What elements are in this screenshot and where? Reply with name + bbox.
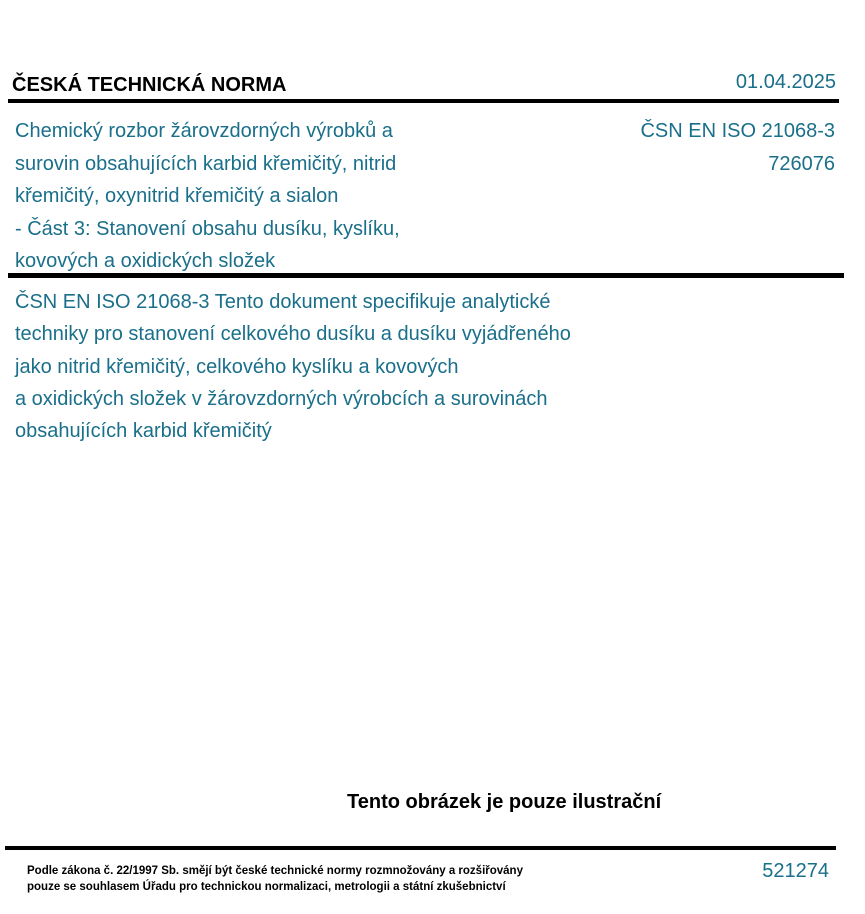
standard-designation: ČSN EN ISO 21068-3: [640, 120, 835, 142]
footer-divider: [5, 846, 836, 850]
title-divider: [8, 273, 844, 278]
title-line: Chemický rozbor žárovzdorných výrobků a: [15, 120, 393, 142]
illustration-notice: Tento obrázek je pouze ilustrační: [347, 791, 662, 813]
catalog-number: 521274: [762, 860, 829, 882]
abstract-line: obsahujících karbid křemičitý: [15, 420, 272, 443]
title-line: - Část 3: Stanovení obsahu dusíku, kyslíku,: [15, 217, 400, 240]
abstract-line: a oxidických složek v žárovzdorných výrobcích a surovinách: [15, 387, 548, 410]
abstract-line: techniky pro stanovení celkového dusíku a dusíku vyjádřeného: [15, 323, 571, 346]
abstract-line: jako nitrid křemičitý, celkového kyslíku a kovových: [15, 355, 459, 378]
classification-code: 726076: [768, 152, 835, 175]
standard-codes: [640, 115, 835, 180]
publication-date: 01.04.2025: [735, 71, 836, 93]
standard-title: [15, 115, 455, 278]
abstract: [15, 286, 655, 447]
legal-notice: [27, 863, 523, 895]
title-line: kovových a oxidických složek: [15, 250, 276, 272]
title-line: surovin obsahujících karbid křemičitý, nitrid: [15, 152, 397, 175]
legal-line: Podle zákona č. 22/1997 Sb. smějí být české technické normy rozmnožovány a rozšiřovány: [27, 865, 523, 877]
abstract-line: ČSN EN ISO 21068-3 Tento dokument specifikuje analytické: [15, 291, 551, 313]
document-type-heading: ČESKÁ TECHNICKÁ NORMA: [12, 74, 287, 96]
title-line: křemičitý, oxynitrid křemičitý a sialon: [15, 185, 339, 207]
header-divider: [8, 99, 839, 103]
legal-line: pouze se souhlasem Úřadu pro technickou normalizaci, metrologii a státní zkušebnictví: [27, 881, 506, 893]
